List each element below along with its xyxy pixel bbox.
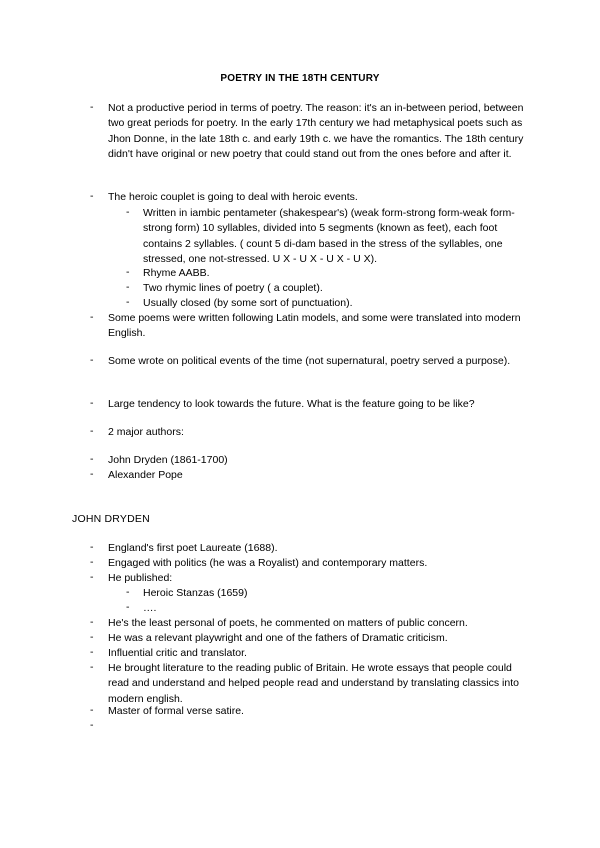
list-item: 2 major authors: (108, 426, 184, 438)
list-item: He brought literature to the reading public of Britain. He wrote essays that people could read and understand and helped people read and understand by translating classics into modern english. (108, 662, 519, 705)
list-item: Alexander Pope (108, 469, 183, 481)
sub-bullet-dash: - (126, 601, 130, 613)
list-item: John Dryden (1861-1700) (108, 454, 228, 466)
bullet-dash: - (90, 101, 94, 113)
sub-bullet-dash: - (126, 266, 130, 278)
list-item: He's the least personal of poets, he commented on matters of public concern. (108, 617, 468, 629)
bullet-dash: - (90, 704, 94, 716)
sub-list-item: Two rhymic lines of poetry ( a couplet). (143, 282, 323, 294)
bullet-dash: - (90, 190, 94, 202)
sub-list-item: Rhyme AABB. (143, 267, 210, 279)
sub-bullet-dash: - (126, 281, 130, 293)
sub-bullet-dash: - (126, 296, 130, 308)
list-item: Large tendency to look towards the future. What is the feature going to be like? (108, 398, 475, 410)
sub-list-item: Written in iambic pentameter (shakespear's) (weak form-strong form-weak form- strong form) 10 syllables, divided into 5 segments (known as feet), each foot contains 2 syllables. ( count 5 di-dam based in the stress of the syllables, one stressed, one not-stressed. U X - U X - U X - U X). (143, 207, 515, 265)
bullet-dash: - (90, 354, 94, 366)
bullet-dash: - (90, 646, 94, 658)
list-item: Master of formal verse satire. (108, 705, 244, 717)
list-item: Influential critic and translator. (108, 647, 247, 659)
list-item: Some wrote on political events of the time (not supernatural, poetry served a purpose). (108, 355, 511, 367)
sub-bullet-dash: - (126, 586, 130, 598)
sub-list-item: Heroic Stanzas (1659) (143, 587, 248, 599)
sub-bullet-dash: - (126, 206, 130, 218)
list-item: England's first poet Laureate (1688). (108, 542, 278, 554)
bullet-dash: - (90, 425, 94, 437)
list-item: Engaged with politics (he was a Royalist) and contemporary matters. (108, 557, 428, 569)
list-item: Not a productive period in terms of poetry. The reason: it's an in-between period, between two great periods for poetry. In the early 17th century we had metaphysical poets such as Jhon Donne, in the late 18th c. and early 19th c. we have the romantics. The 18th century didn't have original or new poetry that could stand out from the ones before and after it. (108, 102, 524, 160)
bullet-dash: - (90, 556, 94, 568)
sub-list-item: …. (143, 602, 157, 614)
list-item: Some poems were written following Latin models, and some were translated into modern English. (108, 312, 521, 340)
bullet-dash: - (90, 616, 94, 628)
list-item: The heroic couplet is going to deal with heroic events. (108, 191, 358, 203)
bullet-dash: - (90, 631, 94, 643)
sub-list-item: Usually closed (by some sort of punctuation). (143, 297, 353, 309)
bullet-dash: - (90, 541, 94, 553)
list-item: He was a relevant playwright and one of the fathers of Dramatic criticism. (108, 632, 448, 644)
list-item: He published: (108, 572, 173, 584)
bullet-dash: - (90, 719, 94, 731)
bullet-dash: - (90, 571, 94, 583)
bullet-dash: - (90, 397, 94, 409)
section-heading: JOHN DRYDEN (72, 513, 150, 525)
document-title: POETRY IN THE 18TH CENTURY (220, 73, 380, 84)
bullet-dash: - (90, 661, 94, 673)
bullet-dash: - (90, 453, 94, 465)
bullet-dash: - (90, 468, 94, 480)
bullet-dash: - (90, 311, 94, 323)
